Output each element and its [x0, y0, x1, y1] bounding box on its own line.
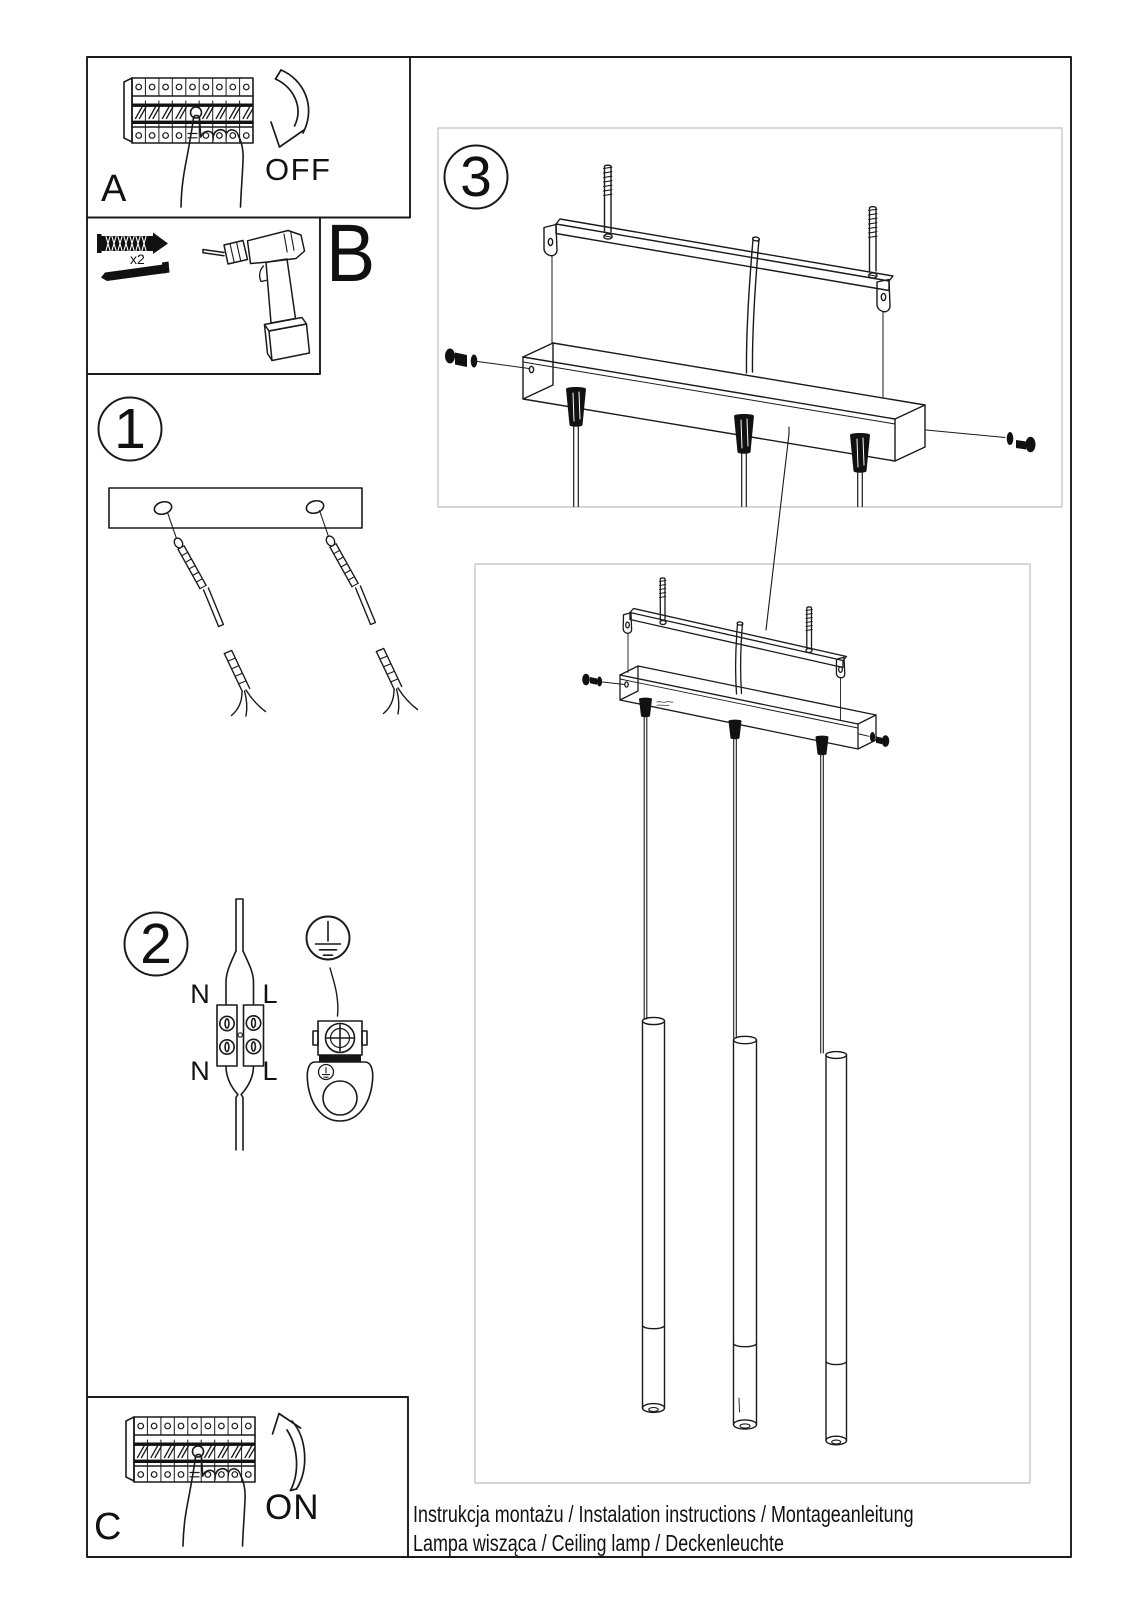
- terminal-label-n-bottom: N: [190, 1055, 210, 1086]
- three-pendant-tubes: [643, 1017, 847, 1444]
- footer-product-line: Lampa wisząca / Ceiling lamp / Deckenleuchte: [413, 1530, 784, 1556]
- pendant-tube: [643, 1017, 665, 1412]
- pendant-tube: [826, 1052, 847, 1445]
- curved-arrow-down-icon: [271, 70, 309, 147]
- pointing-finger-icon: [181, 115, 243, 207]
- detail-leader-line: [766, 427, 789, 630]
- terminal-label-n-top: N: [190, 978, 210, 1009]
- panel-b-label: B: [326, 208, 376, 299]
- panel-a-label: A: [101, 168, 127, 210]
- ceiling-canopy-main: [582, 666, 889, 1053]
- screw-and-anchor-icon: [168, 513, 266, 717]
- terminal-label-l-top: L: [262, 978, 278, 1009]
- detail-box-borders: [438, 128, 1062, 1483]
- anchor-quantity-label: x2: [130, 251, 145, 267]
- earth-terminal-clamp: [307, 968, 372, 1121]
- pendant-tube: [734, 1036, 757, 1429]
- mounting-bracket-detail: [544, 165, 893, 398]
- two-pole-terminal-block: [217, 899, 264, 1150]
- step2-number: 2: [140, 912, 172, 976]
- circuit-breaker-finger-press-icon: [124, 78, 253, 207]
- page-frame: [87, 57, 1071, 1557]
- terminal-label-l-bottom: L: [262, 1055, 278, 1086]
- step1-number: 1: [114, 397, 146, 461]
- cord-grip-icon: [566, 387, 870, 473]
- step3-number: 3: [460, 145, 492, 209]
- protective-earth-icon: [307, 917, 350, 960]
- footer-title-line: Instrukcja montażu / Instalation instructions / Montageanleitung: [413, 1501, 914, 1527]
- panel-c-label: C: [94, 1506, 122, 1548]
- panel-a-action-off: OFF: [265, 152, 332, 187]
- panel-c-action-on: ON: [265, 1488, 320, 1527]
- power-drill-icon: [203, 231, 310, 361]
- ceiling-canopy-detail: [445, 343, 1036, 507]
- curved-arrow-up-icon: [273, 1414, 305, 1491]
